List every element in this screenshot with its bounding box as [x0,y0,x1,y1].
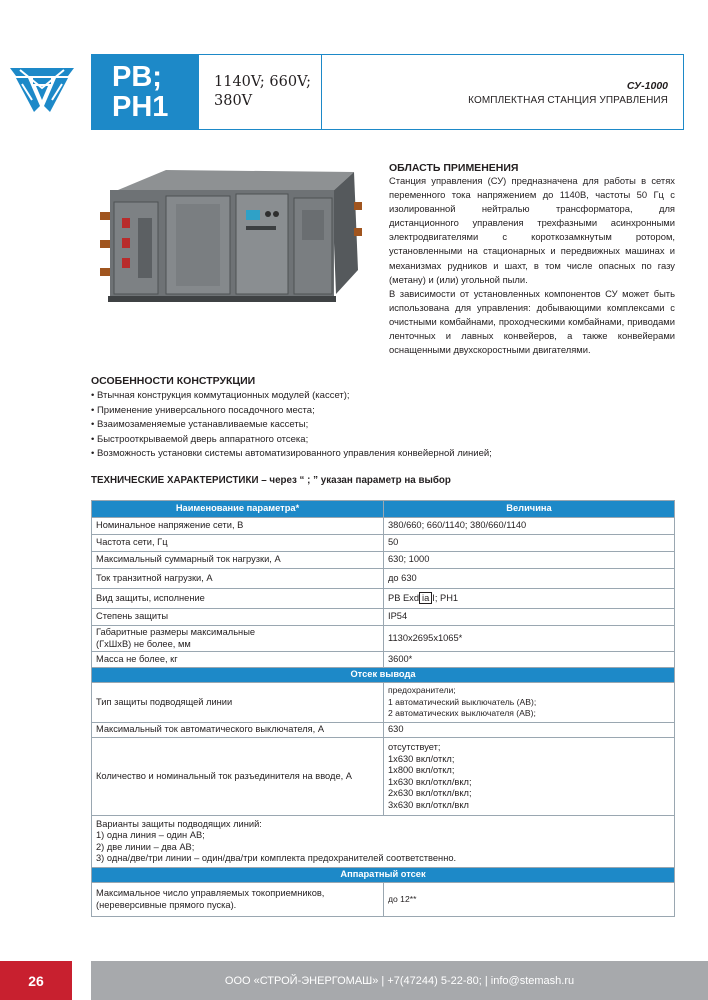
product-subtitle: КОМПЛЕКТНАЯ СТАНЦИЯ УПРАВЛЕНИЯ [468,95,668,106]
param-cell: Масса не более, кг [92,652,384,668]
param-cell: Ток транзитной нагрузки, А [92,569,384,589]
section-row-apparatus [92,868,675,883]
protection-box: ia [419,592,432,604]
value-cell: IP54 [384,609,675,626]
feature-item: • Возможность установки системы автоматизированного управления конвейерной линией; [91,448,492,460]
value-cell: 630 [384,723,675,738]
value-cell: 1130х2695х1065* [384,626,675,652]
param-cell: Количество и номинальный ток разъединителя на вводе, А [92,738,384,816]
value-cell: 630; 1000 [384,552,675,569]
tech-specs-title: ТЕХНИЧЕСКИЕ ХАРАКТЕРИСТИКИ – через “ ; ” указан параметр на выбор [91,475,451,486]
application-text [389,174,675,357]
table-row [92,683,675,723]
param-cell: Номинальное напряжение сети, В [92,518,384,535]
series-badge [91,54,199,130]
protection-value-a: РВ Exd [388,593,420,604]
series-badge-line2: РН1 [112,91,169,123]
table-row [92,738,675,816]
table-row [92,609,675,626]
application-title: ОБЛАСТЬ ПРИМЕНЕНИЯ [389,162,519,174]
page-number: 26 [0,961,72,1000]
protection-value-b: I; РН1 [432,593,459,604]
param-cell: Степень защиты [92,609,384,626]
param-cell: Тип защиты подводящей линии [92,683,384,723]
param-cell: Вид защиты, исполнение [92,589,384,609]
column-header-value: Величина [384,501,675,518]
feature-item: • Втычная конструкция коммутационных модулей (кассет); [91,390,350,401]
voltage-label: 1140V; 660V; 380V [214,74,311,109]
series-badge-line1: РВ; [112,61,162,93]
application-paragraph-1: Станция управления (СУ) предназначена для работы в сетях переменного тока напряжением до 1140В, частоты 50 Гц с изолированной нейтралью трансформатора, для дистанционного управления трехфазными асинхронными электродвигателями с короткозамкнутым ротором, установленными на стационарных и передвижных машинах и механизмах рудников и шахт, в том числе опасных по газу (метану) и (или) угольной пыли. [389,175,675,285]
table-row [92,652,675,668]
footer-contacts: ООО «СТРОЙ-ЭНЕРГОМАШ» | +7(47244) 5-22-80; | info@stemash.ru [91,961,708,1000]
param-cell: Максимальное число управляемых токоприемников, (нереверсивные прямого пуска). [92,883,384,917]
section-title: Аппаратный отсек [92,868,675,883]
table-row [92,626,675,652]
model-name: СУ-1000 [626,80,668,92]
features-list [91,389,681,462]
specs-table [91,500,675,917]
param-cell: Габаритные размеры максимальные (ГхШхВ) не более, мм [92,626,384,652]
control-station-image [96,162,364,310]
section-title: Отсек вывода [92,668,675,683]
value-cell: предохранители; 1 автоматический выключатель (АВ); 2 автоматических выключателя (АВ); [384,683,675,723]
value-cell: отсутствует; 1х630 вкл/откл; 1х800 вкл/откл; 1х630 вкл/откл/вкл; 2х630 вкл/откл/вкл; 3х630 вкл/откл/вкл [384,738,675,816]
variants-cell: Варианты защиты подводящих линий: 1) одна линия – один АВ; 2) две линии – два АВ; 3) одна/две/три линии – один/два/три комплекта предохранителей соответственно. [92,816,675,868]
value-cell: 50 [384,535,675,552]
table-row [92,569,675,589]
feature-item: • Применение универсального посадочного места; [91,404,315,416]
param-cell: Частота сети, Гц [92,535,384,552]
section-row-output [92,668,675,683]
column-header-param: Наименование параметра* [92,501,384,518]
value-cell: 3600* [384,652,675,668]
features-title: ОСОБЕННОСТИ КОНСТРУКЦИИ [91,375,256,387]
table-row [92,589,675,609]
table-header-row [92,501,675,518]
company-logo-icon [6,62,78,116]
param-cell: Максимальный суммарный ток нагрузки, А [92,552,384,569]
header-divider [321,54,322,130]
table-row [92,816,675,868]
application-paragraph-2: В зависимости от установленных компонентов СУ может быть использована для управления: добывающими комплексами с очистными комбайнами, проходческими комбайнами, приводами ленточных и лавных конвейеров, а также конвейерами оснащенными двухскоростными двигателями. [389,287,675,356]
param-cell: Максимальный ток автоматического выключателя, А [92,723,384,738]
table-row [92,723,675,738]
value-cell: 380/660; 660/1140; 380/660/1140 [384,518,675,535]
table-row [92,535,675,552]
feature-item: • Быстрооткрываемой дверь аппаратного отсека; [91,433,309,445]
value-cell: до 630 [384,569,675,589]
value-cell: до 12** [384,883,675,917]
feature-item: • Взаимозаменяемые устанавливаемые кассеты; [91,419,309,431]
table-row [92,883,675,917]
value-cell [384,589,675,609]
table-row [92,552,675,569]
table-row [92,518,675,535]
